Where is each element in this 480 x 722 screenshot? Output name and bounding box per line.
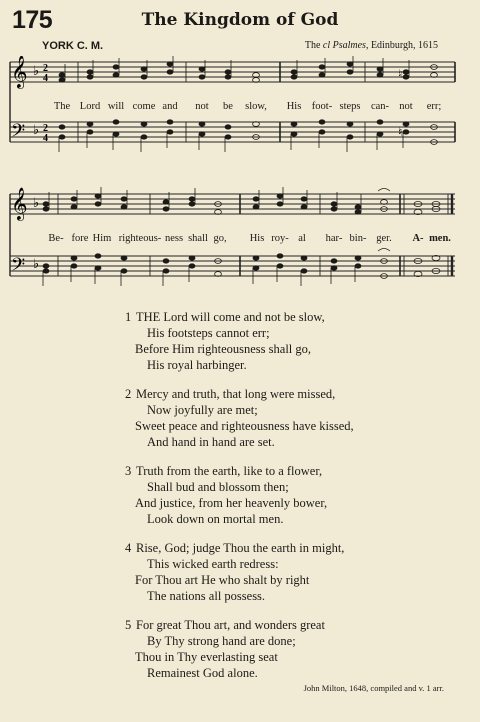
verse-number: 4	[125, 541, 132, 555]
svg-text:4: 4	[43, 133, 48, 144]
lyric-syllable: Lord	[79, 101, 101, 112]
lyric-syllable: steps	[339, 101, 361, 112]
svg-text:♭: ♭	[33, 195, 40, 210]
lyric-syllable: ger.	[376, 233, 392, 244]
lyric-syllable: foot-	[311, 101, 333, 112]
lyric-syllable: al	[298, 233, 306, 244]
svg-text:𝄞: 𝄞	[11, 56, 28, 88]
attribution: John Milton, 1648, compiled and v. 1 arr.	[303, 683, 444, 693]
lyric-syllable: Be-	[48, 233, 64, 244]
lyric-syllable: go,	[213, 233, 227, 244]
tune-name: YORK C. M.	[42, 40, 104, 52]
verse-line: And justice, from her heavenly bower,	[135, 496, 328, 510]
lyric-syllable: can-	[370, 101, 390, 112]
lyric-syllable: fore	[71, 233, 89, 244]
lyric-syllable: men.	[429, 233, 451, 244]
lyric-syllable: will	[107, 101, 125, 112]
lyric-syllable: The	[53, 101, 71, 112]
tune-source: The cl Psalmes, Edinburgh, 1615	[304, 40, 438, 51]
lyric-syllable: righteous-	[118, 233, 162, 244]
verse-line: His royal harbinger.	[147, 358, 247, 372]
verse-number: 3	[125, 464, 132, 478]
verse-line: Rise, God; judge Thou the earth in might,	[136, 541, 345, 555]
lyric-syllable: and	[162, 101, 178, 112]
hymn-number: 175	[12, 6, 53, 34]
svg-text:𝄢: 𝄢	[11, 255, 26, 280]
verse-line: And hand in hand are set.	[147, 435, 275, 449]
verse-line: Remainest God alone.	[147, 666, 258, 680]
lyric-syllable: be	[223, 101, 233, 112]
svg-text:♭: ♭	[33, 122, 40, 137]
verse-number: 5	[125, 618, 132, 632]
verse-line: Shall bud and blossom then;	[147, 480, 289, 494]
verse-line: Look down on mortal men.	[147, 512, 284, 526]
verse-line: His footsteps cannot err;	[147, 326, 270, 340]
lyric-syllable: not	[195, 101, 209, 112]
lyric-syllable: err;	[426, 101, 442, 112]
verse-line: The nations all possess.	[147, 589, 266, 603]
svg-text:2: 2	[43, 123, 48, 134]
lyric-syllable: His	[249, 233, 265, 244]
lyric-syllable: roy-	[271, 233, 289, 244]
lyric-syllable: shall	[188, 233, 208, 244]
verse-line: Now joyfully are met;	[147, 403, 258, 417]
lyric-syllable: come	[132, 101, 156, 112]
verse-line: For great Thou art, and wonders great	[136, 618, 325, 632]
verse-line: Thou in Thy everlasting seat	[135, 650, 278, 664]
lyric-syllable: A-	[412, 233, 424, 244]
verse-line: Sweet peace and righteousness have kissed,	[135, 419, 354, 433]
svg-text:2: 2	[43, 63, 48, 74]
svg-text:♮: ♮	[398, 125, 403, 139]
lyric-syllable: har-	[325, 233, 343, 244]
verse-line: Truth from the earth, like to a flower,	[136, 464, 323, 478]
lyric-syllable: bin-	[349, 233, 367, 244]
verse-line: This wicked earth redress:	[147, 557, 279, 571]
lyric-syllable: slow,	[245, 101, 267, 112]
svg-text:♭: ♭	[33, 63, 40, 78]
verse-number: 2	[125, 387, 132, 401]
lyric-syllable: His	[286, 101, 302, 112]
svg-text:4: 4	[43, 73, 48, 84]
verse-number: 1	[125, 310, 132, 324]
hymn-title: The Kingdom of God	[141, 10, 339, 30]
svg-text:♮: ♮	[398, 67, 403, 81]
verse-line: By Thy strong hand are done;	[147, 634, 296, 648]
verse-line: THE Lord will come and not be slow,	[136, 310, 325, 324]
verse-line: For Thou art He who shalt by right	[135, 573, 310, 587]
svg-text:𝄢: 𝄢	[11, 121, 26, 146]
lyric-syllable: ness	[164, 233, 184, 244]
svg-text:𝄞: 𝄞	[11, 187, 28, 220]
verse-line: Mercy and truth, that long were missed,	[136, 387, 336, 401]
lyric-syllable: not	[399, 101, 413, 112]
svg-text:♭: ♭	[33, 256, 40, 271]
verse-line: Before Him righteousness shall go,	[135, 342, 312, 356]
lyric-syllable: Him	[92, 233, 112, 244]
